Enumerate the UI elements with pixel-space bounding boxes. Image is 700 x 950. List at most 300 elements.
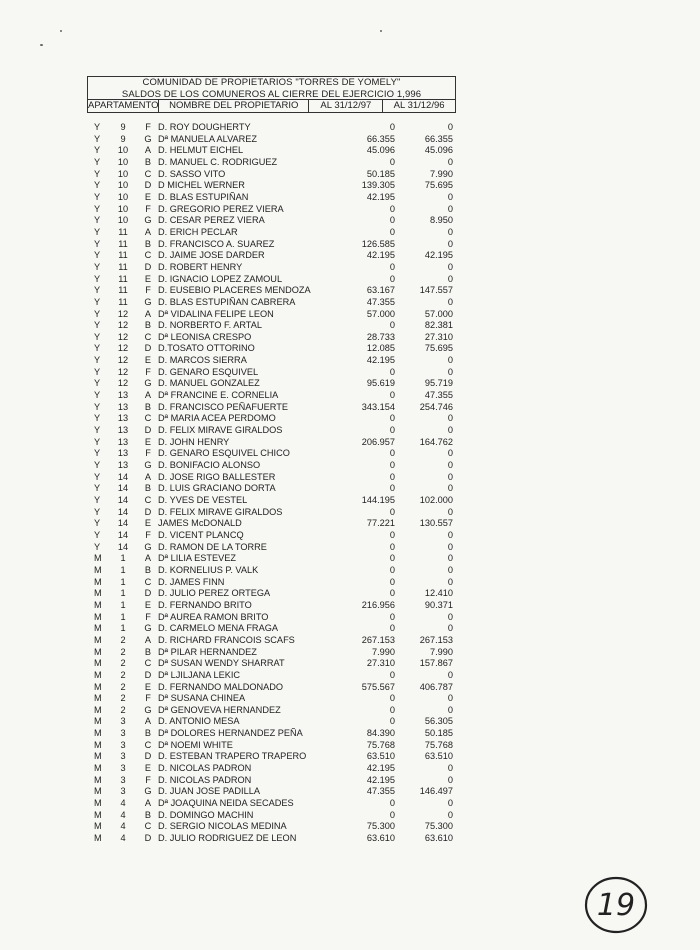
cell-block: Y [94,238,101,249]
cell-letter: G [144,296,152,307]
cell-floor: 13 [117,425,129,436]
cell-balance-96: 56.305 [424,716,453,727]
cell-balance-97: 42.195 [366,191,395,202]
cell-letter: D [144,425,152,436]
cell-floor: 2 [120,704,126,715]
cell-balance-97: 0 [389,156,395,167]
cell-balance-96: 0 [447,553,453,564]
cell-letter: G [144,133,152,144]
cell-owner-name: D. NICOLAS PADRON [158,763,252,774]
table-row [0,227,700,239]
table-row [0,215,700,227]
cell-block: M [94,704,102,715]
cell-block: Y [94,156,101,167]
cell-block: Y [94,401,101,412]
cell-block: M [94,751,102,762]
cell-owner-name: D. SASSO VITO [158,168,226,179]
cell-floor: 11 [118,238,128,249]
table-row [0,612,700,624]
cell-floor: 3 [120,739,126,750]
cell-balance-97: 95.619 [366,378,395,389]
cell-balance-96: 0 [447,809,453,820]
cell-floor: 2 [120,669,126,680]
cell-floor: 1 [120,599,126,610]
cell-balance-96: 0 [447,122,453,132]
cell-balance-97: 0 [389,366,395,377]
cell-balance-96: 146.497 [419,786,453,797]
table-row [0,577,700,589]
cell-block: Y [94,366,101,377]
cell-balance-97: 42.195 [366,355,395,366]
cell-balance-96: 0 [447,693,453,704]
report-title: COMUNIDAD DE PROPIETARIOS "TORRES DE YOMELY" [142,77,401,88]
cell-block: Y [94,308,101,319]
cell-letter: C [144,168,152,179]
cell-balance-96: 147.557 [419,285,453,296]
cell-owner-name: Dª SUSAN WENDY SHARRAT [158,658,285,669]
cell-balance-97: 0 [389,215,395,226]
cell-block: Y [94,145,101,156]
cell-owner-name: Dª DOLORES HERNANDEZ PEÑA [158,728,303,739]
cell-balance-97: 0 [389,611,395,622]
report-subtitle: SALDOS DE LOS COMUNEROS AL CIERRE DEL EJERCICIO 1,996 [121,88,422,100]
table-row [0,751,700,763]
cell-letter: C [144,413,152,424]
cell-block: Y [94,261,101,272]
cell-balance-96: 12.410 [424,588,453,599]
table-row [0,682,700,694]
cell-block: Y [94,471,101,482]
cell-letter: F [145,774,151,785]
cell-owner-name: D. HELMUT EICHEL [158,145,244,156]
cell-floor: 12 [117,378,129,389]
cell-floor: 4 [120,821,126,832]
cell-block: Y [94,343,101,354]
cell-balance-96: 75.300 [424,821,453,832]
cell-owner-name: Dª LEONISA CRESPO [158,331,252,342]
cell-block: Y [94,378,101,389]
cell-letter: F [145,448,151,459]
cell-block: Y [94,273,101,284]
cell-floor: 10 [117,168,129,179]
table-row [0,763,700,775]
cell-balance-97: 206.957 [361,436,395,447]
cell-letter: F [145,203,151,214]
cell-owner-name: D. RAMON DE LA TORRE [158,541,267,552]
cell-balance-96: 45.096 [424,145,453,156]
cell-block: Y [94,203,101,214]
cell-balance-97: 0 [389,122,395,132]
cell-block: Y [94,168,101,179]
cell-balance-96: 254.746 [419,401,453,412]
cell-block: M [94,786,102,797]
cell-owner-name: Dª LJILJANA LEKIC [158,669,241,680]
table-row [0,716,700,728]
cell-block: Y [94,215,101,226]
cell-letter: A [144,634,152,645]
cell-balance-97: 75.300 [366,821,395,832]
cell-balance-96: 0 [447,460,453,471]
cell-balance-96: 0 [447,529,453,540]
cell-block: Y [94,180,101,191]
cell-owner-name: D. FERNANDO BRITO [158,599,252,610]
cell-balance-96: 0 [447,704,453,715]
cell-balance-97: 0 [389,693,395,704]
cell-floor: 1 [120,564,126,575]
cell-block: Y [94,413,101,424]
cell-balance-96: 50.185 [424,728,453,739]
cell-balance-97: 0 [389,203,395,214]
cell-letter: A [144,798,152,809]
cell-owner-name: D. ANTONIO MESA [158,716,240,727]
cell-block: M [94,623,102,634]
cell-letter: B [144,156,152,167]
cell-floor: 3 [120,716,126,727]
cell-balance-96: 0 [447,261,453,272]
cell-balance-97: 42.195 [366,250,395,261]
table-row [0,239,700,251]
cell-owner-name: D. JAIME JOSE DARDER [158,250,265,261]
cell-block: Y [94,436,101,447]
cell-block: M [94,716,102,727]
cell-letter: B [144,809,152,820]
cell-balance-97: 0 [389,261,395,272]
cell-block: M [94,728,102,739]
cell-balance-97: 75.768 [366,739,395,750]
cell-block: M [94,611,102,622]
cell-balance-97: 0 [389,425,395,436]
table-row [0,833,700,845]
cell-balance-96: 27.310 [424,331,453,342]
cell-floor: 14 [117,506,129,517]
table-row [0,728,700,740]
table-row [0,740,700,752]
cell-owner-name: D. YVES DE VESTEL [158,495,248,505]
cell-block: M [94,693,102,704]
cell-letter: C [144,821,152,832]
cell-floor: 3 [120,763,126,774]
cell-balance-96: 157.867 [419,658,453,669]
cell-balance-97: 77.221 [366,518,395,529]
table-row [0,204,700,216]
cell-balance-97: 0 [389,483,395,494]
cell-balance-97: 0 [389,390,395,401]
cell-block: M [94,774,102,785]
cell-block: Y [94,191,101,202]
cell-balance-96: 0 [447,564,453,575]
cell-balance-97: 0 [389,553,395,564]
cell-floor: 1 [120,553,126,564]
cell-owner-name: Dª AUREA RAMON BRITO [158,611,269,622]
cell-block: M [94,634,102,645]
cell-balance-97: 7.990 [372,646,395,657]
cell-letter: F [145,366,151,377]
cell-owner-name: D. MARCOS SIERRA [158,355,247,366]
cell-owner-name: Dª PILAR HERNANDEZ [158,646,257,657]
cell-owner-name: D. GENARO ESQUIVEL [158,366,259,377]
cell-balance-96: 0 [447,471,453,482]
cell-floor: 1 [120,576,126,587]
cell-balance-96: 82.381 [424,320,453,331]
cell-balance-96: 57.000 [424,308,453,319]
cell-floor: 10 [117,180,129,191]
cell-balance-96: 7.990 [430,168,453,179]
cell-owner-name: Dª LILIA ESTEVEZ [158,553,236,564]
table-row [0,670,700,682]
cell-owner-name: D. JOHN HENRY [158,436,230,447]
cell-floor: 1 [120,611,126,622]
table-row [0,786,700,798]
cell-floor: 11 [118,261,128,272]
report-header [87,76,456,100]
cell-owner-name: Dª JOAQUINA NEIDA SECADES [158,798,294,809]
cell-block: Y [94,483,101,494]
cell-owner-name: D. MANUEL GONZALEZ [158,378,260,389]
cell-balance-97: 66.355 [366,133,395,144]
cell-balance-96: 90.371 [424,599,453,610]
cell-balance-97: 63.510 [366,751,395,762]
table-row [0,448,700,460]
cell-block: Y [94,296,101,307]
table-row [0,355,700,367]
table-row [0,297,700,309]
cell-floor: 3 [120,786,126,797]
col-nombre: NOMBRE DEL PROPIETARIO [159,100,309,112]
table-row [0,378,700,390]
cell-owner-name: D. IGNACIO LOPEZ ZAMOUL [158,273,283,284]
page-number-stamp [588,878,644,934]
cell-owner-name: D. GENARO ESQUIVEL CHICO [158,448,290,459]
cell-letter: B [144,646,152,657]
table-row [0,635,700,647]
cell-balance-97: 0 [389,460,395,471]
cell-floor: 10 [117,215,129,226]
cell-floor: 14 [117,541,129,552]
cell-floor: 10 [117,203,129,214]
cell-balance-97: 42.195 [366,763,395,774]
cell-balance-96: 75.695 [424,180,453,191]
cell-balance-96: 0 [447,669,453,680]
cell-floor: 2 [120,634,126,645]
cell-floor: 13 [117,448,129,459]
cell-owner-name: D. RICHARD FRANCOIS SCAFS [158,634,295,645]
cell-block: M [94,763,102,774]
cell-floor: 14 [117,518,129,529]
cell-floor: 13 [117,460,129,471]
cell-letter: A [144,145,152,156]
cell-letter: C [144,576,152,587]
cell-floor: 13 [117,436,129,447]
cell-balance-96: 0 [447,226,453,237]
cell-floor: 14 [117,495,129,505]
cell-balance-97: 0 [389,529,395,540]
cell-balance-96: 0 [447,413,453,424]
cell-letter: D [144,751,152,762]
cell-balance-96: 406.787 [419,681,453,692]
col-al96: AL 31/12/96 [393,100,445,111]
cell-floor: 2 [120,693,126,704]
cell-balance-97: 0 [389,564,395,575]
cell-floor: 9 [120,122,126,132]
cell-block: M [94,553,102,564]
cell-balance-96: 0 [447,541,453,552]
cell-letter: E [144,518,152,529]
cell-letter: C [144,331,152,342]
cell-block: Y [94,355,101,366]
table-row [0,588,700,600]
cell-balance-97: 144.195 [361,495,395,505]
table-row [0,413,700,425]
cell-letter: D [144,506,152,517]
cell-balance-96: 0 [447,774,453,785]
balances-table [0,122,700,845]
cell-block: Y [94,133,101,144]
cell-balance-96: 0 [447,156,453,167]
cell-balance-97: 0 [389,809,395,820]
cell-owner-name: D. ROY DOUGHERTY [158,122,251,132]
cell-owner-name: D. NICOLAS PADRON [158,774,252,785]
cell-balance-96: 0 [447,798,453,809]
cell-balance-96: 164.762 [419,436,453,447]
cell-balance-97: 267.153 [361,634,395,645]
cell-floor: 13 [117,413,129,424]
cell-owner-name: D. BLAS ESTUPIÑAN [158,191,249,202]
cell-letter: A [144,471,152,482]
cell-balance-97: 0 [389,541,395,552]
table-row [0,705,700,717]
cell-block: Y [94,529,101,540]
table-row [0,122,700,134]
cell-floor: 3 [120,774,126,785]
cell-letter: E [144,273,152,284]
cell-letter: D [144,833,152,844]
cell-balance-97: 0 [389,506,395,517]
cell-block: M [94,658,102,669]
cell-balance-96: 102.000 [419,495,453,505]
cell-letter: A [144,716,152,727]
cell-balance-96: 47.355 [424,390,453,401]
cell-floor: 12 [117,343,129,354]
cell-balance-97: 0 [389,226,395,237]
table-row [0,530,700,542]
cell-floor: 10 [117,191,129,202]
cell-block: M [94,599,102,610]
cell-owner-name: Dª SUSANA CHINEA [158,693,246,704]
cell-balance-96: 0 [447,273,453,284]
table-row [0,460,700,472]
cell-letter: D [144,588,152,599]
cell-letter: A [144,308,152,319]
cell-owner-name: D. ERICH PECLAR [158,226,238,237]
cell-balance-96: 7.990 [430,646,453,657]
cell-balance-96: 0 [447,576,453,587]
cell-block: Y [94,425,101,436]
cell-balance-97: 0 [389,798,395,809]
cell-owner-name: D. FELIX MIRAVE GIRALDOS [158,506,283,517]
cell-owner-name: Dª MANUELA ALVAREZ [158,133,258,144]
cell-owner-name: D. FERNANDO MALDONADO [158,681,284,692]
cell-floor: 12 [117,331,129,342]
cell-balance-96: 0 [447,355,453,366]
cell-owner-name: Dª GENOVEVA HERNANDEZ [158,704,281,715]
cell-floor: 11 [118,226,128,237]
cell-floor: 4 [120,833,126,844]
cell-floor: 10 [117,156,129,167]
cell-balance-97: 216.956 [361,599,395,610]
cell-letter: G [144,378,152,389]
cell-floor: 12 [117,355,129,366]
cell-letter: E [144,436,152,447]
cell-block: Y [94,506,101,517]
table-row [0,647,700,659]
cell-letter: B [144,483,152,494]
cell-owner-name: D. CARMELO MENA FRAGA [158,623,278,634]
table-row [0,180,700,192]
cell-letter: C [144,495,152,505]
cell-letter: A [144,553,152,564]
cell-balance-97: 47.355 [366,786,395,797]
cell-balance-97: 126.585 [361,238,395,249]
cell-balance-96: 0 [447,611,453,622]
cell-balance-97: 45.096 [366,145,395,156]
cell-owner-name: D. KORNELIUS P. VALK [158,564,259,575]
cell-letter: F [145,529,151,540]
cell-floor: 11 [118,285,128,296]
table-row [0,472,700,484]
cell-block: Y [94,541,101,552]
cell-balance-97: 0 [389,413,395,424]
cell-balance-97: 0 [389,576,395,587]
cell-balance-97: 12.085 [366,343,395,354]
cell-letter: D [144,669,152,680]
table-row [0,309,700,321]
table-row [0,332,700,344]
cell-block: Y [94,495,101,505]
cell-balance-97: 0 [389,704,395,715]
cell-balance-96: 130.557 [419,518,453,529]
cell-balance-96: 0 [447,506,453,517]
cell-owner-name: D. EUSEBIO PLACERES MENDOZA [158,285,311,296]
cell-balance-96: 0 [447,623,453,634]
cell-letter: E [144,355,152,366]
table-row [0,134,700,146]
cell-floor: 3 [120,728,126,739]
cell-balance-96: 95.719 [424,378,453,389]
cell-letter: F [145,693,151,704]
cell-balance-96: 75.768 [424,739,453,750]
cell-balance-97: 28.733 [366,331,395,342]
table-row [0,542,700,554]
cell-block: Y [94,122,101,132]
col-apartamento: APARTAMENTO [88,100,159,111]
cell-letter: E [144,191,152,202]
cell-owner-name: D MICHEL WERNER [158,180,245,191]
cell-owner-name: Dª MARIA ACEA PERDOMO [158,413,276,424]
cell-owner-name: D. ESTEBAN TRAPERO TRAPERO [158,751,307,762]
cell-owner-name: D. JOSE RIGO BALLESTER [158,471,276,482]
cell-owner-name: Dª NOEMI WHITE [158,739,233,750]
cell-block: M [94,821,102,832]
cell-floor: 12 [117,308,129,319]
cell-balance-96: 0 [447,763,453,774]
page-number: 19 [596,888,636,923]
cell-letter: B [144,238,152,249]
cell-balance-97: 0 [389,471,395,482]
cell-balance-96: 66.355 [424,133,453,144]
cell-letter: G [144,704,152,715]
table-row [0,437,700,449]
cell-letter: D [144,261,152,272]
